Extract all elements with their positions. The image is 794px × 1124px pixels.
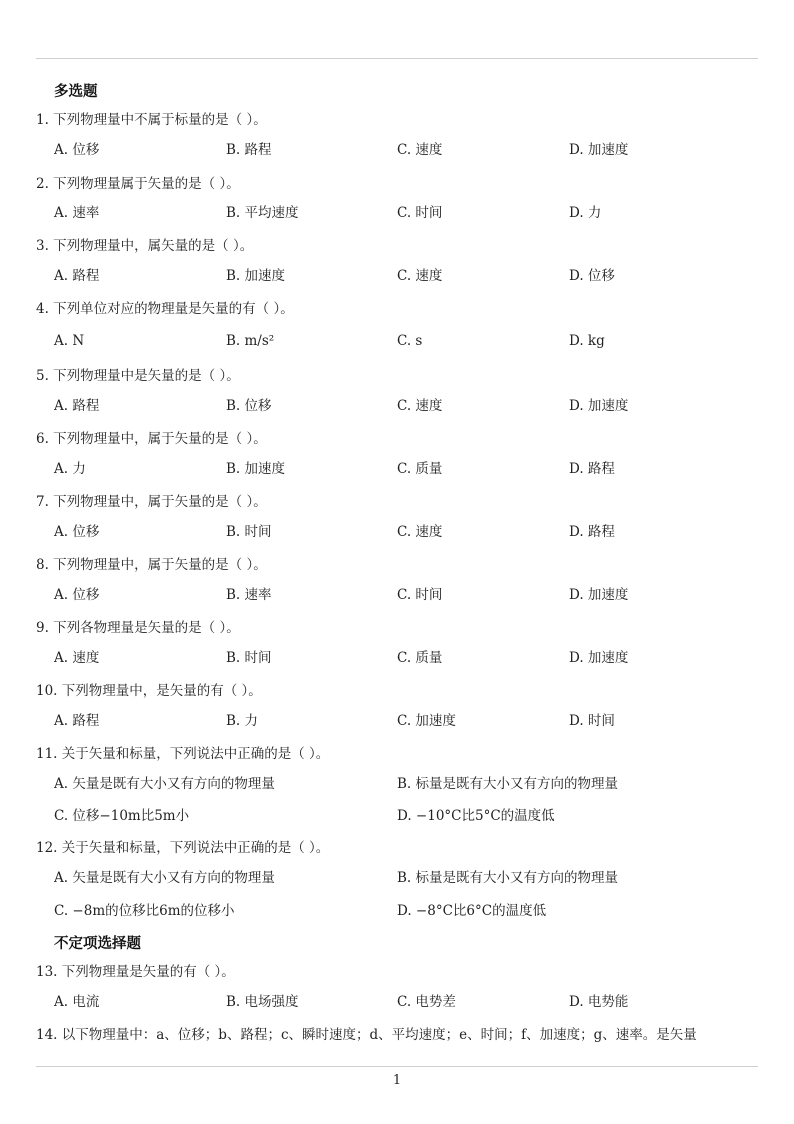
option-a: A. 位移 <box>54 524 100 540</box>
option-d: D. 路程 <box>569 524 615 540</box>
question-stem: 2. 下列物理量属于矢量的是（ ）。 <box>36 176 240 192</box>
footer-divider <box>36 1066 758 1067</box>
option-b: B. 电场强度 <box>226 994 299 1010</box>
option-b: B. 时间 <box>226 650 272 666</box>
option-c: C. 质量 <box>397 461 443 477</box>
option-c: C. 速度 <box>397 142 443 158</box>
option-b: B. 标量是既有大小又有方向的物理量 <box>397 870 619 886</box>
question-stem: 12. 关于矢量和标量，下列说法中正确的是（ ）。 <box>36 840 330 856</box>
option-d: D. 加速度 <box>569 587 629 603</box>
option-c: C. 速度 <box>397 268 443 284</box>
question-stem: 3. 下列物理量中，属矢量的是（ ）。 <box>36 238 254 254</box>
option-a: A. 力 <box>54 461 86 477</box>
option-d: D. 力 <box>569 205 602 221</box>
option-a: A. 位移 <box>54 587 100 603</box>
option-c: C. 位移−10m比5m小 <box>54 808 190 824</box>
option-c: C. s <box>397 333 423 349</box>
option-d: D. −8°C比6°C的温度低 <box>397 903 547 919</box>
option-c: C. 质量 <box>397 650 443 666</box>
question-stem: 9. 下列各物理量是矢量的是（ ）。 <box>36 620 240 636</box>
option-b: B. 路程 <box>226 142 272 158</box>
section-title-multiple-choice: 多选题 <box>54 84 98 100</box>
option-d: D. −10°C比5°C的温度低 <box>397 808 555 824</box>
question-stem: 14. 以下物理量中：a、位移；b、路程；c、瞬时速度；d、平均速度；e、时间；f、加速度；g、速率。是矢量 <box>36 1027 697 1043</box>
option-a: A. 路程 <box>54 713 100 729</box>
option-b: B. 位移 <box>226 398 272 414</box>
question-stem: 1. 下列物理量中不属于标量的是（ ）。 <box>36 112 267 128</box>
option-b: B. 平均速度 <box>226 205 299 221</box>
header-divider <box>36 58 758 59</box>
option-c: C. 时间 <box>397 205 443 221</box>
option-b: B. 加速度 <box>226 461 286 477</box>
question-stem: 4. 下列单位对应的物理量是矢量的有（ ）。 <box>36 301 294 317</box>
option-a: A. 矢量是既有大小又有方向的物理量 <box>54 870 275 886</box>
option-b: B. 标量是既有大小又有方向的物理量 <box>397 776 619 792</box>
question-stem: 11. 关于矢量和标量，下列说法中正确的是（ ）。 <box>36 746 330 762</box>
option-a: A. 路程 <box>54 398 100 414</box>
option-c: C. 加速度 <box>397 713 456 729</box>
option-b: B. m/s² <box>226 333 275 349</box>
option-a: A. N <box>54 333 85 349</box>
option-d: D. 加速度 <box>569 142 629 158</box>
question-stem: 13. 下列物理量是矢量的有（ ）。 <box>36 964 235 980</box>
question-stem: 6. 下列物理量中，属于矢量的是（ ）。 <box>36 431 267 447</box>
option-b: B. 时间 <box>226 524 272 540</box>
option-a: A. 速率 <box>54 205 100 221</box>
question-stem: 5. 下列物理量中是矢量的是（ ）。 <box>36 368 240 384</box>
option-d: D. 加速度 <box>569 650 629 666</box>
option-c: C. 速度 <box>397 398 443 414</box>
option-d: D. 路程 <box>569 461 615 477</box>
option-a: A. 位移 <box>54 142 100 158</box>
option-c: C. 电势差 <box>397 994 456 1010</box>
option-d: D. 加速度 <box>569 398 629 414</box>
page-number: 1 <box>392 1073 402 1088</box>
option-b: B. 加速度 <box>226 268 286 284</box>
option-a: A. 速度 <box>54 650 100 666</box>
question-stem: 8. 下列物理量中，属于矢量的是（ ）。 <box>36 557 267 573</box>
option-b: B. 力 <box>226 713 259 729</box>
section-title-indefinite-choice: 不定项选择题 <box>54 936 141 952</box>
option-d: D. 电势能 <box>569 994 629 1010</box>
option-c: C. 时间 <box>397 587 443 603</box>
option-a: A. 路程 <box>54 268 100 284</box>
option-c: C. −8m的位移比6m的位移小 <box>54 903 235 919</box>
option-a: A. 矢量是既有大小又有方向的物理量 <box>54 776 275 792</box>
question-stem: 7. 下列物理量中，属于矢量的是（ ）。 <box>36 494 267 510</box>
option-d: D. kg <box>569 333 605 349</box>
option-c: C. 速度 <box>397 524 443 540</box>
option-d: D. 时间 <box>569 713 615 729</box>
option-b: B. 速率 <box>226 587 272 603</box>
question-stem: 10. 下列物理量中，是矢量的有（ ）。 <box>36 683 262 699</box>
option-d: D. 位移 <box>569 268 615 284</box>
option-a: A. 电流 <box>54 994 100 1010</box>
